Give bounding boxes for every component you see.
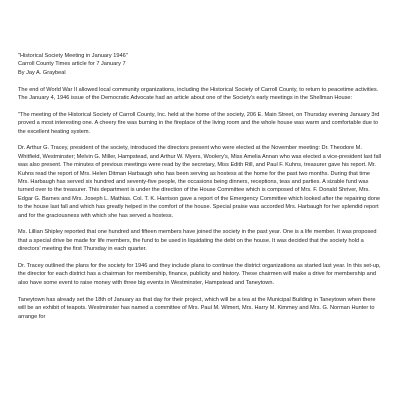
paragraph-membership: Ms. Lillian Shipley reported that one hundred and fifteen members have joined the society in the past year. One is a life member. It was proposed that a special drive be made for life members, the fund to be used in liquidating the debt on the house. It was decided that the society hold a directors' meeting the first Thursday in each quarter. xyxy=(18,229,377,253)
spacer xyxy=(18,136,382,144)
spacer xyxy=(18,254,382,262)
paragraph-quote-opening: "The meeting of the Historical Society of Carroll County, Inc. held at the home of the society, 206 E. Main Street, on Thursday evening January 3rd proved a most interesting one. A cheery fire was burning in the fireplace of the living room and the whole house was warm and comfortable due to the excellent heating system. xyxy=(18,111,380,135)
article-subtitle: Carroll County Times article for 7 January 7 xyxy=(18,61,126,68)
paragraph-directors-report: Dr. Arthur G. Tracey, president of the society, introduced the directors present who were elected at the November meeting: Dr. Theodore M. Whitfield, Westminster; Melvin G. Miller, Hampstead, and Arthur W. Myers, Woolery's, Miss Amelia Annan who was elected a vice-president last fall was also present. The minutes of previous meetings were read by the secretary, Miss Edith Rill, and Paul F. Kuhns, treasurer gave his report. Mr. Kuhns read the report of Mrs. Helen Ditman Harbaugh who has been serving as hostess at the home for the past two months. During that time Mrs. Harbaugh has served six hundred and seventy-five people, the occasions being dinners, receptions, teas and parties. A sizable fund was turned over to the treasurer. This department is under the direction of the House Committee which is composed of Mrs. F. Donald Shriver, Mrs. Edgar G. Barnes and Mrs. Joseph L. Mathias. Col. T. K. Harrison gave a report of the Emergency Committee which looked after the repairing done to the house last fall and which has greatly helped in the comfort of the house. Special praise was accorded Mrs. Harbaugh for her splendid report and for the graciousness with which she has served a hostess. xyxy=(18,145,382,219)
article-title: "Historical Society Meeting in January 1946" xyxy=(18,53,128,59)
paragraph-plans-1946: Dr. Tracey outlined the plans for the society for 1946 and they include plans to continue the district organizations as started last year. In this set-up, the director for each district has a chairman for membership, finance, publicity and history. These chairmen will make a drive for membership and also have some event to raise money with three big events in Westminster, Hampstead and Taneytown. xyxy=(18,263,381,286)
paragraph-taneytown: Taneytown has already set the 18th of January as that day for their project, which will be a tea at the Municipal Building in Taneytown when there will be an exhibit of teapots. Westminster has named a committee of Mrs. Paul M. Wimert, Mrs. Harry M. Kimmey and Mrs. G. Norman Hunter to arrange for xyxy=(18,296,376,320)
spacer xyxy=(18,220,382,228)
spacer xyxy=(18,287,382,295)
spacer xyxy=(18,102,382,110)
document-page xyxy=(18,52,382,321)
spacer xyxy=(18,77,382,85)
paragraph-intro: The end of World War II allowed local community organizations, including the Historical Society of Carroll County, to return to peacetime activities. The January 4, 1946 issue of the Democratic Advocate had an article about one of the Society's early meetings in the Shellman House: xyxy=(18,86,379,102)
article-byline: By Jay A. Graybeal xyxy=(18,69,66,76)
